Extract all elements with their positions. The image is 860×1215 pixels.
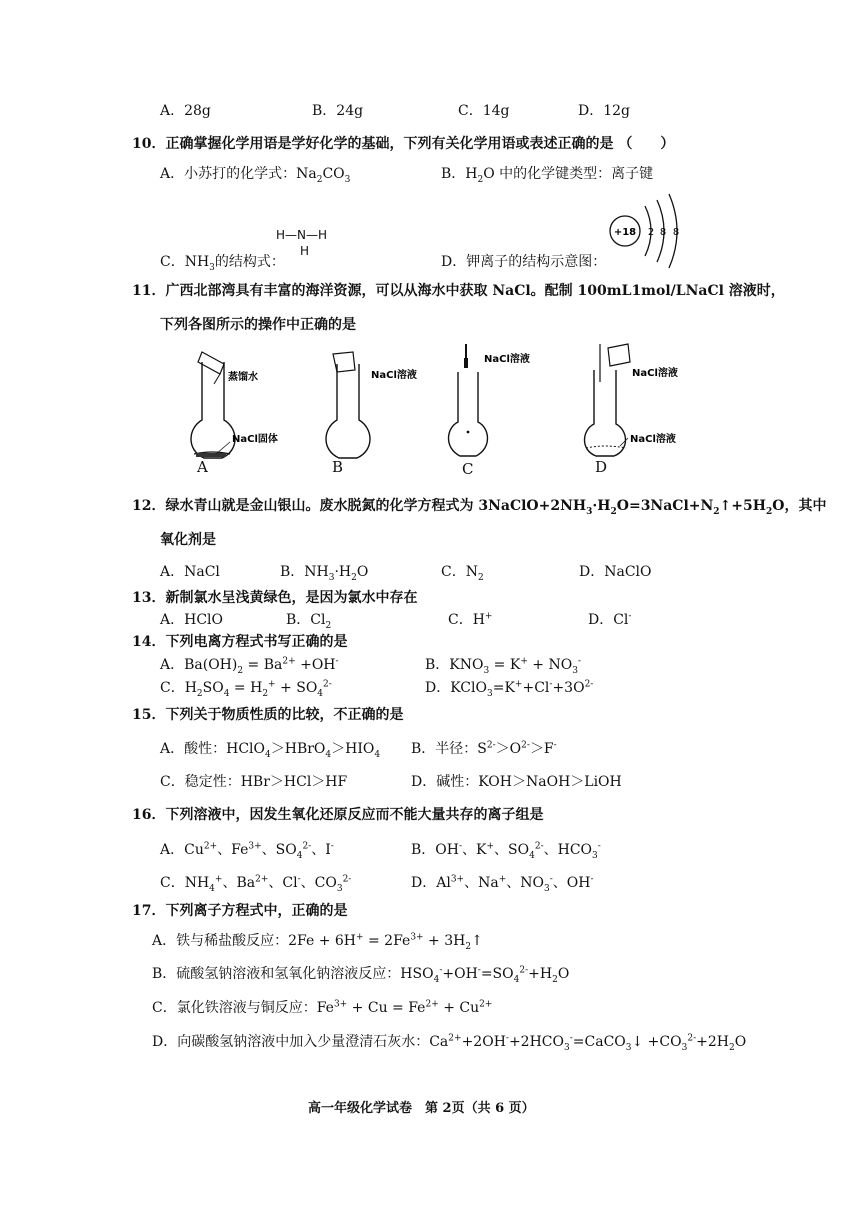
q14-option-a: A．$Ba(OH)_2 = Ba^{2+} +OH^-$	[160, 656, 339, 676]
label-nacl-solid: NaCl固体	[232, 434, 278, 445]
q15-stem: 15．下列关于物质性质的比较，不正确的是	[132, 707, 404, 723]
q10-option-d: D．钾离子的结构示意图：	[441, 254, 607, 270]
figure-d-volumetric-flask	[580, 342, 700, 472]
q14-stem: 14．下列电离方程式书写正确的是	[132, 634, 348, 650]
nucleus-charge: +18	[613, 227, 637, 238]
label-d-nacl-solution-top: NaCl溶液	[632, 368, 678, 379]
label-distilled-water: 蒸馏水	[228, 372, 258, 383]
q13-option-b: B．$Cl_2$	[286, 612, 332, 631]
figure-c-volumetric-flask	[440, 342, 550, 477]
q11-stem-line2: 下列各图所示的操作中正确的是	[160, 317, 356, 333]
q15-option-c: C．稳定性：HBr＞HCl＞HF	[160, 774, 348, 790]
q14-option-d: D．$KClO_3=K^++Cl^-+3O^{2-}$	[425, 679, 594, 699]
label-b-nacl-solution: NaCl溶液	[371, 370, 417, 381]
figure-d-letter: D	[595, 458, 608, 476]
q10-option-c: C．$NH_3$的结构式：	[160, 254, 285, 273]
q15-option-a: A．酸性：$HClO_4>HBrO_4>HIO_4$	[160, 741, 381, 760]
q16-option-d: D．$Al^{3+}$、Na+、$NO_3^-$、OH-	[411, 874, 594, 894]
label-d-nacl-solution-bottom: NaCl溶液	[630, 434, 676, 445]
nh3-structure-top: H—N—H	[276, 228, 328, 242]
q12-option-a: A．NaCl	[160, 564, 220, 580]
q9-option-c: C．14g	[458, 103, 510, 119]
figure-a-letter: A	[197, 458, 208, 476]
q15-option-d: D．碱性：KOH＞NaOH＞LiOH	[411, 774, 622, 790]
q12-stem-line2: 氧化剂是	[160, 532, 216, 548]
figure-c-letter: C	[462, 460, 474, 478]
q10-option-a: A．小苏打的化学式：$Na_2CO_3$	[160, 166, 351, 185]
q12-option-c: C．$N_2$	[441, 564, 484, 583]
label-c-nacl-solution: NaCl溶液	[484, 354, 530, 365]
shell-3-count: 8	[672, 227, 680, 238]
figure-b-volumetric-flask	[315, 350, 425, 475]
q14-option-c: C．$H_2SO_4 = H_2^+ + SO_4^{2-}$	[160, 679, 332, 699]
q11-stem-line1: 11．广西北部湾具有丰富的海洋资源，可以从海水中获取 NaCl。配制 100mL1mol/LNaCl 溶液时，	[132, 283, 785, 299]
potassium-ion-diagram	[605, 192, 690, 272]
nh3-structure-bottom: H	[300, 244, 310, 258]
q14-option-b: B．$KNO_3 = K^+ + NO_3^-$	[425, 656, 581, 676]
q17-option-c: C．氯化铁溶液与铜反应：$Fe^{3+} + Cu = Fe^{2+} + Cu^{2+}$	[152, 999, 493, 1016]
q13-option-c: C．H+	[448, 611, 493, 628]
shell-1-count: 2	[647, 227, 655, 238]
q12-option-d: D．NaClO	[579, 564, 652, 580]
q12-option-b: B．$NH_3\cdot H_2O$	[280, 564, 369, 583]
q16-option-a: A．$Cu^{2+}$、$Fe^{3+}$、$SO_4^{2-}$、I-	[160, 841, 334, 861]
q17-option-d: D．向碳酸氢钠溶液中加入少量澄清石灰水：$Ca^{2+}+2OH^-+2HCO_3^-=CaCO_3↓ +CO_3^{2-}+2H_2O$	[152, 1033, 747, 1053]
q10-option-b: B．$H_2O$ 中的化学键类型：离子键	[441, 166, 654, 185]
figure-a-volumetric-flask	[180, 350, 290, 475]
shell-2-count: 8	[659, 227, 667, 238]
q12-stem-line1: 12．绿水青山就是金山银山。废水脱氮的化学方程式为 $3NaClO+2NH_3\cdot H_2O=3NaCl+N_2↑+5H_2O$，其中	[132, 498, 827, 517]
q13-stem: 13．新制氯水呈浅黄绿色，是因为氯水中存在	[132, 590, 418, 606]
q13-option-a: A．HClO	[160, 612, 223, 628]
page-footer: 高一年级化学试卷 第 2页（共 6 页）	[308, 1101, 535, 1116]
q15-option-b: B．半径：$S^{2-}>O^{2-}>F^-$	[411, 740, 557, 757]
q9-option-b: B．24g	[312, 103, 364, 119]
figure-b-letter: B	[332, 458, 344, 476]
q10-stem: 10．正确掌握化学用语是学好化学的基础，下列有关化学用语或表述正确的是 （ ）	[132, 136, 675, 152]
q9-option-d: D．12g	[578, 103, 631, 119]
q17-stem: 17．下列离子方程式中，正确的是	[132, 903, 348, 919]
q16-option-b: B．OH-、K+、$SO_4^{2-}$、$HCO_3^-$	[411, 841, 601, 861]
q16-option-c: C．$NH_4^+$、$Ba^{2+}$、Cl-、$CO_3^{2-}$	[160, 874, 352, 894]
q17-option-b: B．硫酸氢钠溶液和氢氧化钠溶液反应：$HSO_4^-+OH^-=SO_4^{2-}+H_2O$	[152, 965, 570, 985]
q17-option-a: A．铁与稀盐酸反应：$2Fe + 6H^+ = 2Fe^{3+}$ + $3H_2↑$	[152, 932, 483, 952]
q13-option-d: D．Cl-	[588, 611, 632, 628]
q16-stem: 16．下列溶液中，因发生氧化还原反应而不能大量共存的离子组是	[132, 807, 544, 823]
q9-option-a: A．28g	[160, 103, 211, 119]
